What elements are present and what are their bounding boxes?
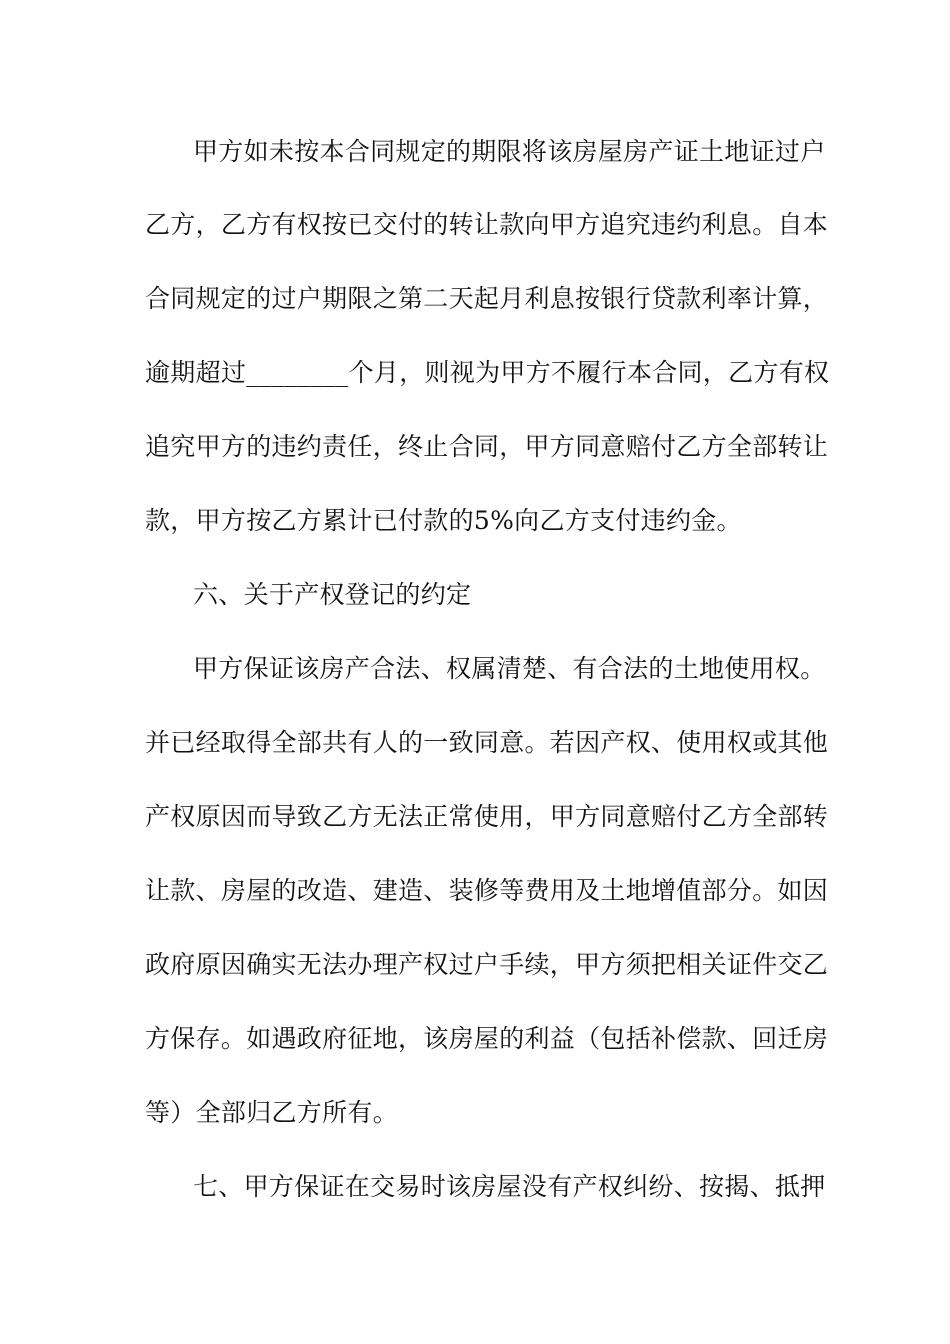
paragraph-line: 逾期超过________个月，则视为甲方不履行本合同，乙方有权: [145, 358, 830, 387]
paragraph-line: 等）全部归乙方所有。: [145, 1098, 399, 1127]
section-heading: 六、关于产权登记的约定: [193, 580, 472, 609]
paragraph-line: 甲方如未按本合同规定的期限将该房屋房产证土地证过户: [193, 137, 826, 166]
paragraph-line: 七、甲方保证在交易时该房屋没有产权纠纷、按揭、抵押: [193, 1172, 826, 1201]
paragraph-line: 方保存。如遇政府征地，该房屋的利益（包括补偿款、回迁房: [145, 1024, 829, 1053]
paragraph-line: 款，甲方按乙方累计已付款的5%向乙方支付违约金。: [145, 506, 742, 535]
paragraph-line: 让款、房屋的改造、建造、装修等费用及土地增值部分。如因: [145, 876, 829, 905]
paragraph-line: 甲方保证该房产合法、权属清楚、有合法的土地使用权。: [193, 654, 826, 683]
paragraph-line: 乙方，乙方有权按已交付的转让款向甲方追究违约利息。自本: [145, 210, 829, 239]
paragraph-line: 并已经取得全部共有人的一致同意。若因产权、使用权或其他: [145, 728, 829, 757]
paragraph-line: 产权原因而导致乙方无法正常使用，甲方同意赔付乙方全部转: [145, 802, 829, 831]
paragraph-line: 追究甲方的违约责任，终止合同，甲方同意赔付乙方全部转让: [145, 432, 829, 461]
paragraph-line: 合同规定的过户期限之第二天起月利息按银行贷款利率计算，: [145, 284, 829, 313]
paragraph-line: 政府原因确实无法办理产权过户手续，甲方须把相关证件交乙: [145, 950, 829, 979]
